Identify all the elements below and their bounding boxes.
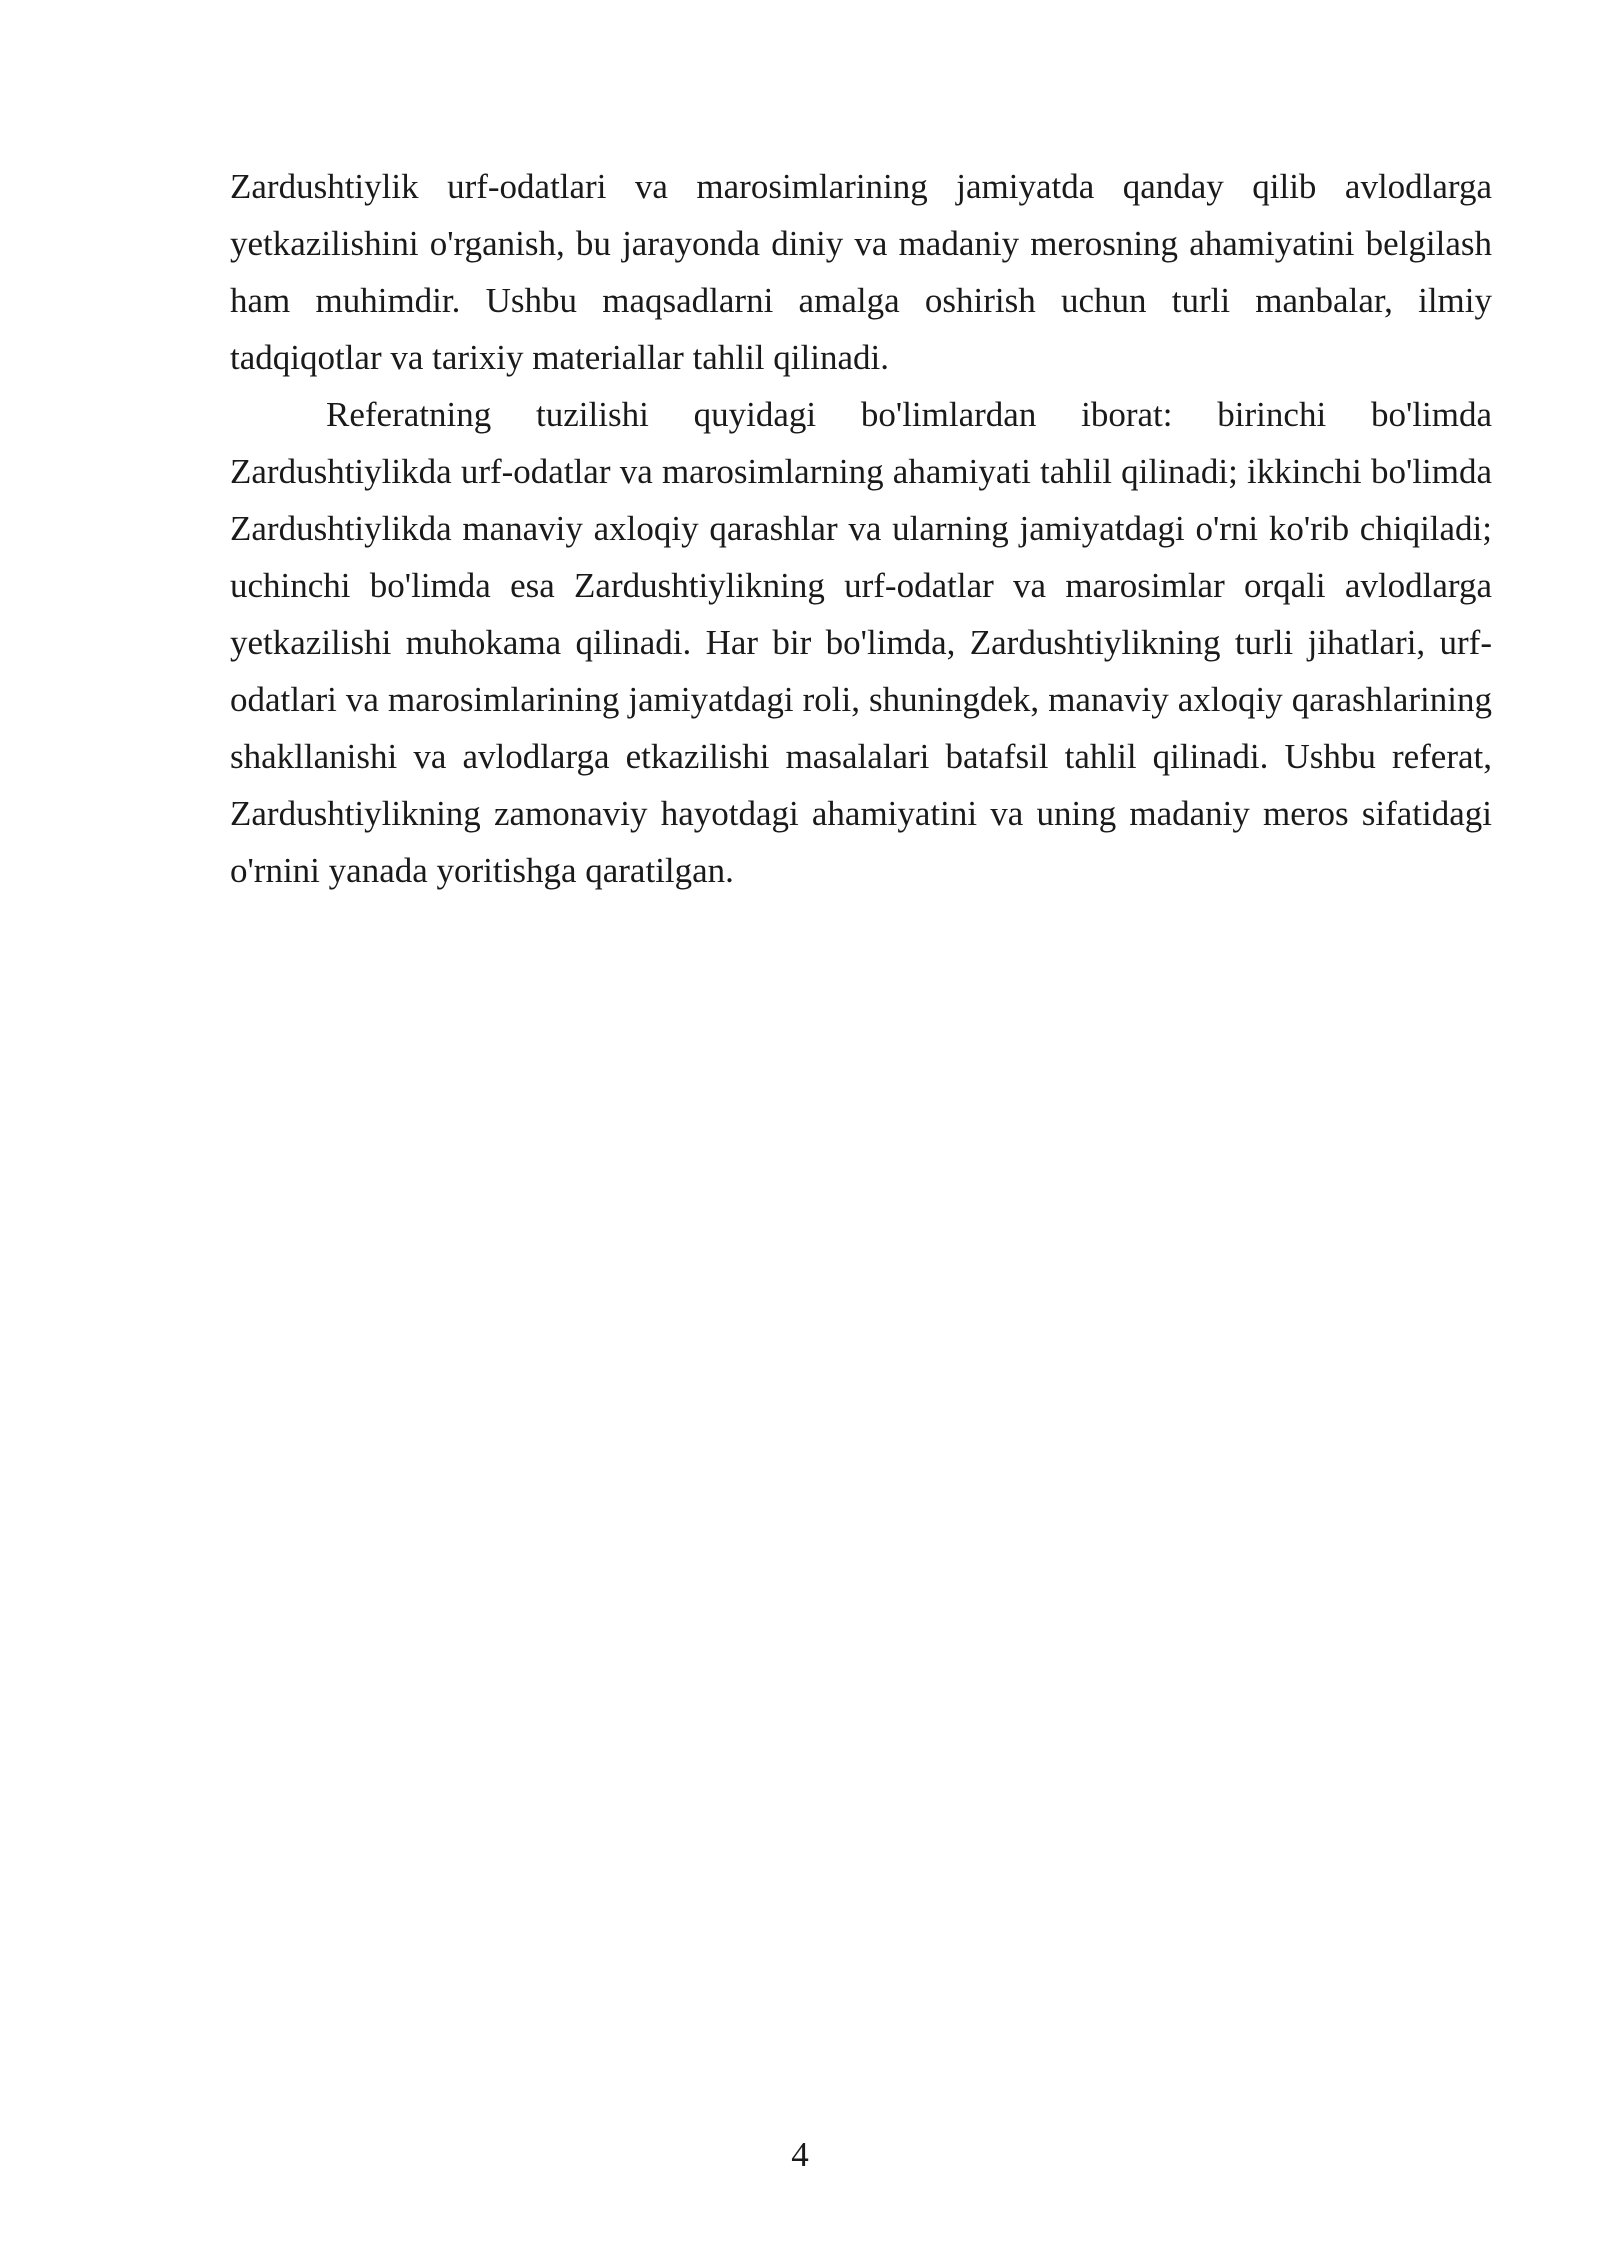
document-body bbox=[230, 158, 1492, 899]
paragraph-structure: Referatning tuzilishi quyidagi bo'limlardan iborat: birinchi bo'limda Zardushtiylikda urf-odatlar va marosimlarning ahamiyati tahlil qilinadi; ikkinchi bo'limda Zardushtiylikda manaviy axloqiy qarashlar va ularning jamiyatdagi o'rni ko'rib chiqiladi; uchinchi bo'limda esa Zardushtiylikning urf-odatlar va marosimlar orqali avlodlarga yetkazilishi muhokama qilinadi. Har bir bo'limda, Zardushtiylikning turli jihatlari, urf-odatlari va marosimlarining jamiyatdagi roli, shuningdek, manaviy axloqiy qarashlarining shakllanishi va avlodlarga etkazilishi masalalari batafsil tahlil qilinadi. Ushbu referat, Zardushtiylikning zamonaviy hayotdagi ahamiyatini va uning madaniy meros sifatidagi o'rnini yanada yoritishga qaratilgan. bbox=[230, 395, 1492, 890]
paragraph-continuation: Zardushtiylik urf-odatlari va marosimlarining jamiyatda qanday qilib avlodlarga yetkazilishini o'rganish, bu jarayonda diniy va madaniy merosning ahamiyatini belgilash ham muhimdir. Ushbu maqsadlarni amalga oshirish uchun turli manbalar, ilmiy tadqiqotlar va tarixiy materiallar tahlil qilinadi. bbox=[230, 167, 1492, 377]
page-number: 4 bbox=[791, 2135, 809, 2174]
